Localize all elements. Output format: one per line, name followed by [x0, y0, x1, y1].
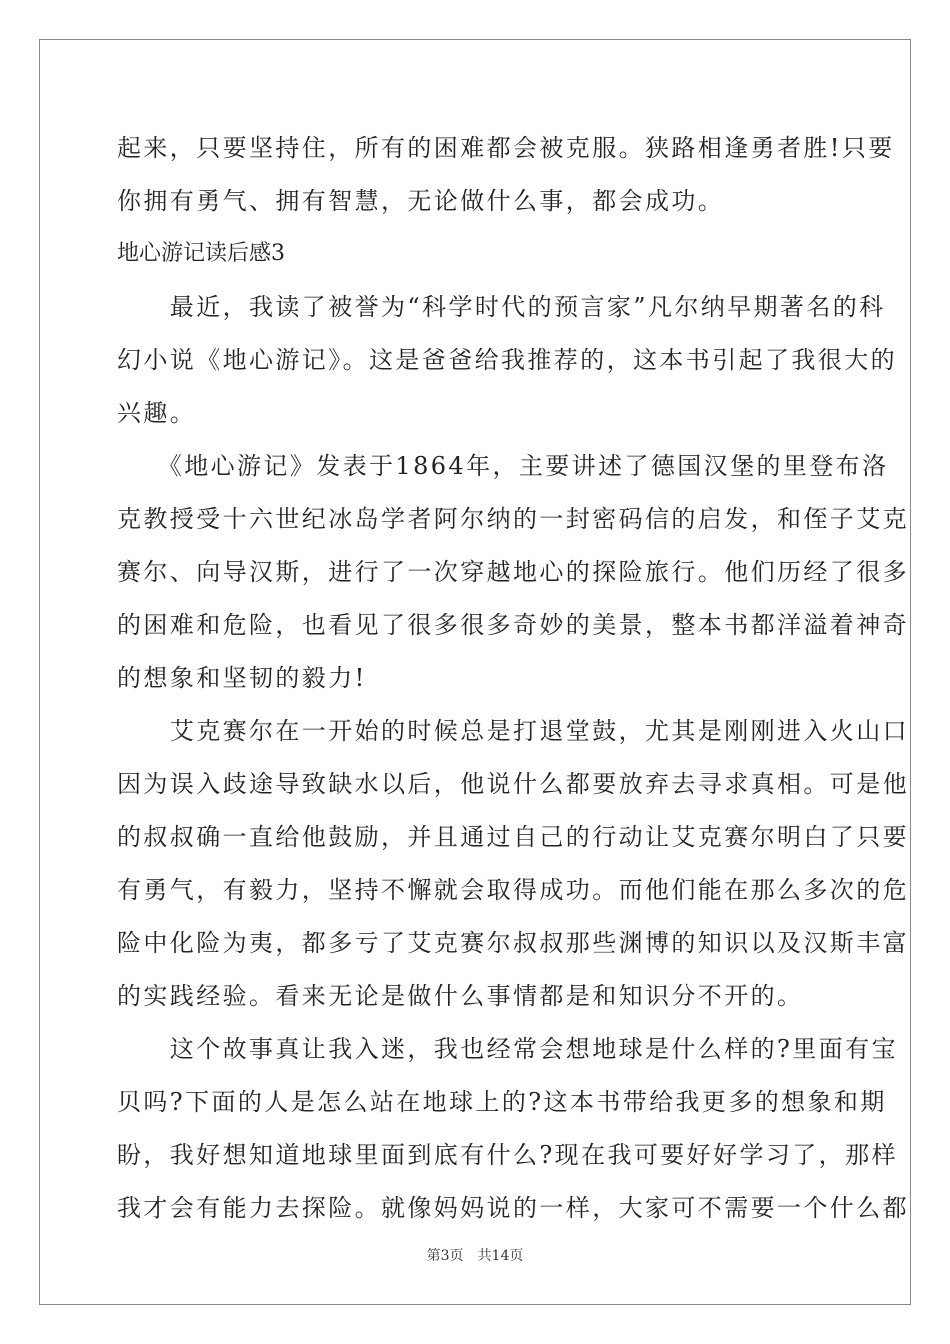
text-line: 盼，我好想知道地球里面到底有什么?现在我可要好好学习了，那样: [117, 1141, 898, 1169]
text-line: 最近，我读了被誉为“科学时代的预言家”凡尔纳早期著名的科: [117, 293, 886, 321]
text-line: 有勇气，有毅力，坚持不懈就会取得成功。而他们能在那么多次的危: [117, 876, 909, 904]
text-line: 的困难和危险，也看见了很多很多奇妙的美景，整本书都洋溢着神奇: [117, 611, 909, 639]
text-line: 险中化险为夷，都多亏了艾克赛尔叔叔那些渊博的知识以及汉斯丰富: [117, 929, 909, 957]
text-line: 《地心游记》发表于1864年，主要讲述了德国汉堡的里登布洛: [117, 452, 889, 480]
text-line: 贝吗?下面的人是怎么站在地球上的?这本书带给我更多的想象和期: [117, 1088, 887, 1116]
text-line: 起来，只要坚持住，所有的困难都会被克服。狭路相逢勇者胜!只要: [117, 134, 895, 162]
page-number-footer: 第3页 共14页: [426, 1248, 524, 1264]
text-line: 克教授受十六世纪冰岛学者阿尔纳的一封密码信的启发，和侄子艾克: [117, 505, 909, 533]
text-line: 这个故事真让我入迷，我也经常会想地球是什么样的?里面有宝: [117, 1035, 898, 1063]
document-body: [117, 128, 909, 1241]
text-line: 你拥有勇气、拥有智慧，无论做什么事，都会成功。: [117, 187, 725, 215]
text-line: 的实践经验。看来无论是做什么事情都是和知识分不开的。: [117, 982, 804, 1010]
text-line: 兴趣。: [117, 399, 197, 427]
text-line: 的想象和坚韧的毅力!: [117, 664, 367, 692]
text-line: 因为误入歧途导致缺水以后，他说什么都要放弃去寻求真相。可是他: [117, 770, 909, 798]
text-line: 幻小说《地心游记》。这是爸爸给我推荐的，这本书引起了我很大的: [117, 346, 897, 374]
text-line: 我才会有能力去探险。就像妈妈说的一样，大家可不需要一个什么都: [117, 1194, 909, 1222]
text-line: 艾克赛尔在一开始的时候总是打退堂鼓，尤其是刚刚进入火山口: [117, 717, 909, 745]
section-heading: 地心游记读后感3: [117, 241, 285, 266]
text-line: 的叔叔确一直给他鼓励，并且通过自己的行动让艾克赛尔明白了只要: [117, 823, 909, 851]
text-line: 赛尔、向导汉斯，进行了一次穿越地心的探险旅行。他们历经了很多: [117, 558, 909, 586]
